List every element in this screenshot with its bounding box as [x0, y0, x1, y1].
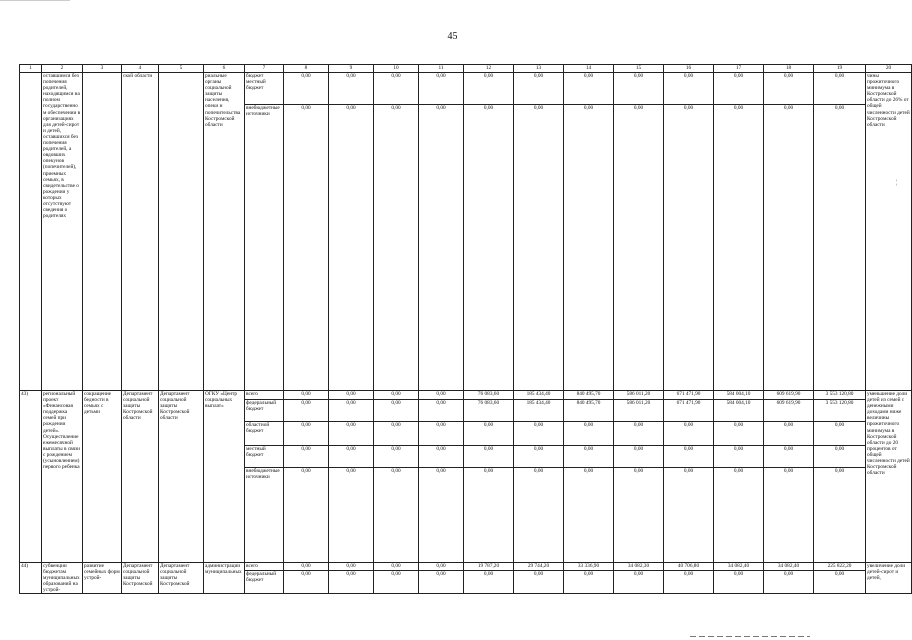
value-cell: 0,00 [514, 73, 564, 105]
funding-source: всего [245, 563, 284, 571]
value-cell: 840 495,70 [564, 400, 614, 422]
value-cell: 0,00 [419, 105, 464, 391]
value-cell: 0,00 [564, 73, 614, 105]
value-cell: 0,00 [419, 391, 464, 400]
header-cell: 15 [614, 65, 664, 73]
value-cell: 0,00 [664, 73, 714, 105]
header-cell: 6 [204, 65, 245, 73]
value-cell: 609 619,90 [764, 391, 814, 400]
value-cell: 0,00 [284, 391, 329, 400]
entry-goal [83, 73, 122, 391]
value-cell: 0,00 [284, 73, 329, 105]
entry-responsible: Департамент социальной защиты Костромской [159, 563, 204, 594]
value-cell: 0,00 [374, 422, 419, 446]
value-cell: 840 495,70 [564, 391, 614, 400]
header-cell: 7 [245, 65, 284, 73]
value-cell: 0,00 [664, 571, 714, 594]
value-cell: 0,00 [419, 563, 464, 571]
value-cell: 0,00 [374, 563, 419, 571]
value-cell: 0,00 [419, 468, 464, 563]
header-cell: 10 [374, 65, 419, 73]
value-cell: 0,00 [329, 563, 374, 571]
value-cell: 0,00 [329, 105, 374, 391]
value-cell: 0,00 [714, 73, 764, 105]
value-cell: 671 471,90 [664, 400, 714, 422]
value-cell: 34 082,30 [614, 563, 664, 571]
value-cell: 0,00 [464, 446, 514, 468]
value-cell: 0,00 [464, 571, 514, 594]
entry-executor: администрации муниципальных [204, 563, 245, 594]
header-cell: 5 [159, 65, 204, 73]
entry-number [20, 73, 42, 391]
value-cell: 0,00 [374, 105, 419, 391]
margin-mark: ¦ [896, 180, 898, 186]
value-cell: 0,00 [764, 571, 814, 594]
value-cell: 0,00 [814, 105, 866, 391]
entry-description: субвенции бюджетам муниципальных образований на устрой- [42, 563, 83, 594]
header-cell: 16 [664, 65, 714, 73]
value-cell: 0,00 [284, 571, 329, 594]
entry-responsible: Департамент социальной защиты Костромской области [159, 391, 204, 563]
value-cell: 0,00 [329, 468, 374, 563]
value-cell: 0,00 [329, 422, 374, 446]
value-cell: 0,00 [464, 105, 514, 391]
value-cell: 0,00 [514, 446, 564, 468]
value-cell: 0,00 [714, 105, 764, 391]
entry-number: 43) [20, 391, 42, 563]
entry-responsible [159, 73, 204, 391]
value-cell: 0,00 [814, 73, 866, 105]
table-row [20, 73, 912, 105]
header-cell: 20 [866, 65, 912, 73]
header-cell: 18 [764, 65, 814, 73]
value-cell: 0,00 [714, 422, 764, 446]
value-cell: 586 011,20 [614, 391, 664, 400]
funding-source: федеральный бюджет [245, 400, 284, 422]
value-cell: 185 434,40 [514, 400, 564, 422]
value-cell: 0,00 [284, 563, 329, 571]
value-cell: 0,00 [764, 446, 814, 468]
value-cell: 0,00 [764, 468, 814, 563]
value-cell: 3 553 120,80 [814, 400, 866, 422]
value-cell: 33 336,90 [564, 563, 614, 571]
value-cell: 0,00 [614, 571, 664, 594]
table-row [20, 391, 912, 400]
funding-source: областной бюджет [245, 422, 284, 446]
value-cell: 0,00 [374, 468, 419, 563]
value-cell: 0,00 [614, 422, 664, 446]
value-cell: 609 619,90 [764, 400, 814, 422]
value-cell: 0,00 [374, 391, 419, 400]
entry-goal: сокращение бедности в семьях с детьми [83, 391, 122, 563]
value-cell: 0,00 [714, 468, 764, 563]
entry-goal: развитие семейных форм устрой- [83, 563, 122, 594]
value-cell: 34 082,40 [714, 563, 764, 571]
funding-source: внебюджетные источники [245, 468, 284, 563]
value-cell: 0,00 [514, 571, 564, 594]
value-cell: 0,00 [664, 446, 714, 468]
value-cell: 0,00 [329, 391, 374, 400]
top-rule [0, 0, 70, 1]
funding-source: бюджет местный бюджет [245, 73, 284, 105]
value-cell: 0,00 [814, 446, 866, 468]
value-cell: 0,00 [514, 105, 564, 391]
expected-result: уменьшение доли детей из семей с денежными доходами ниже величины прожиточного минимума в Костромской области до 20 процентов от общей численности детей Костромской области [866, 391, 912, 563]
entry-description: региональный проект «Финансовая поддержка семей при рождении детей». Осуществление ежемесячной выплаты в связи с рождением (усыновлением) первого ребенка [42, 391, 83, 563]
value-cell: 0,00 [464, 468, 514, 563]
value-cell: 0,00 [374, 446, 419, 468]
value-cell: 3 553 120,80 [814, 391, 866, 400]
value-cell: 0,00 [564, 422, 614, 446]
value-cell: 0,00 [764, 105, 814, 391]
value-cell: 0,00 [714, 571, 764, 594]
value-cell: 0,00 [814, 571, 866, 594]
funding-source: федеральный бюджет [245, 571, 284, 594]
value-cell: 29 744,20 [514, 563, 564, 571]
header-cell: 8 [284, 65, 329, 73]
value-cell: 584 004,10 [714, 391, 764, 400]
value-cell: 34 082,40 [764, 563, 814, 571]
header-row [20, 65, 912, 73]
value-cell: 0,00 [564, 446, 614, 468]
value-cell: 0,00 [419, 400, 464, 422]
header-cell: 17 [714, 65, 764, 73]
value-cell: 0,00 [329, 400, 374, 422]
value-cell: 225 822,20 [814, 563, 866, 571]
value-cell: 0,00 [374, 571, 419, 594]
entry-coordinator: Департамент социальной защиты Костромской области [122, 391, 159, 563]
entry-description: оставшимся без попечения родителей, находящимся на полном государственном обеспечении в организациях для детей-сирот и детей, оставшихся без попечения родителей, а овдовших опекунов (попечителей), приемных семьях, в свидетельстве о рождении у которых отсутствуют сведения о родителях [42, 73, 83, 391]
value-cell: 0,00 [814, 422, 866, 446]
expected-result: увеличение доли детей-сирот и детей, [866, 563, 912, 594]
value-cell: 0,00 [284, 446, 329, 468]
table-row [20, 563, 912, 571]
value-cell: 0,00 [614, 468, 664, 563]
value-cell: 0,00 [614, 446, 664, 468]
value-cell: 0,00 [664, 468, 714, 563]
value-cell: 0,00 [374, 73, 419, 105]
value-cell: 0,00 [564, 571, 614, 594]
entry-coordinator: Департамент социальной защиты Костромской [122, 563, 159, 594]
value-cell: 40 706,80 [664, 563, 714, 571]
expected-result: чины прожиточного минимума в Костромской области до 26% от общей численности детей Костромской области [866, 73, 912, 391]
value-cell: 0,00 [564, 468, 614, 563]
header-cell: 14 [564, 65, 614, 73]
value-cell: 0,00 [419, 446, 464, 468]
header-cell: 3 [83, 65, 122, 73]
value-cell: 0,00 [614, 105, 664, 391]
entry-executor: риальные органы социальной защиты населения, опеки и попечительства Костромской области [204, 73, 245, 391]
value-cell: 0,00 [419, 422, 464, 446]
value-cell: 0,00 [329, 73, 374, 105]
value-cell: 586 011,20 [614, 400, 664, 422]
value-cell: 0,00 [564, 105, 614, 391]
value-cell: 0,00 [284, 400, 329, 422]
header-cell: 11 [419, 65, 464, 73]
funding-source: местный бюджет [245, 446, 284, 468]
header-cell: 4 [122, 65, 159, 73]
value-cell: 0,00 [514, 468, 564, 563]
header-cell: 13 [514, 65, 564, 73]
value-cell: 76 083,60 [464, 391, 514, 400]
value-cell: 0,00 [419, 571, 464, 594]
value-cell: 0,00 [764, 73, 814, 105]
value-cell: 0,00 [284, 422, 329, 446]
value-cell: 0,00 [464, 422, 514, 446]
value-cell: 0,00 [464, 73, 514, 105]
entry-coordinator: ской области [122, 73, 159, 391]
funding-source: внебюджетные источники [245, 105, 284, 391]
value-cell: 0,00 [329, 571, 374, 594]
value-cell: 0,00 [514, 422, 564, 446]
entry-executor: ОГКУ «Центр социальных выплат» [204, 391, 245, 563]
program-table [19, 64, 912, 594]
header-cell: 9 [329, 65, 374, 73]
value-cell: 0,00 [284, 468, 329, 563]
header-cell: 1 [20, 65, 42, 73]
value-cell: 0,00 [814, 468, 866, 563]
header-cell: 12 [464, 65, 514, 73]
header-cell: 2 [42, 65, 83, 73]
value-cell: 584 004,10 [714, 400, 764, 422]
entry-number: 44) [20, 563, 42, 594]
value-cell: 671 471,90 [664, 391, 714, 400]
value-cell: 19 787,20 [464, 563, 514, 571]
value-cell: 0,00 [664, 105, 714, 391]
header-cell: 19 [814, 65, 866, 73]
value-cell: 0,00 [764, 422, 814, 446]
value-cell: 185 434,40 [514, 391, 564, 400]
value-cell: 0,00 [419, 73, 464, 105]
value-cell: 0,00 [374, 400, 419, 422]
funding-source: всего [245, 391, 284, 400]
page-number: 45 [447, 31, 458, 42]
value-cell: 0,00 [329, 446, 374, 468]
value-cell: 0,00 [284, 105, 329, 391]
value-cell: 0,00 [714, 446, 764, 468]
value-cell: 76 083,60 [464, 400, 514, 422]
footer-rule [690, 636, 810, 637]
value-cell: 0,00 [614, 73, 664, 105]
value-cell: 0,00 [664, 422, 714, 446]
